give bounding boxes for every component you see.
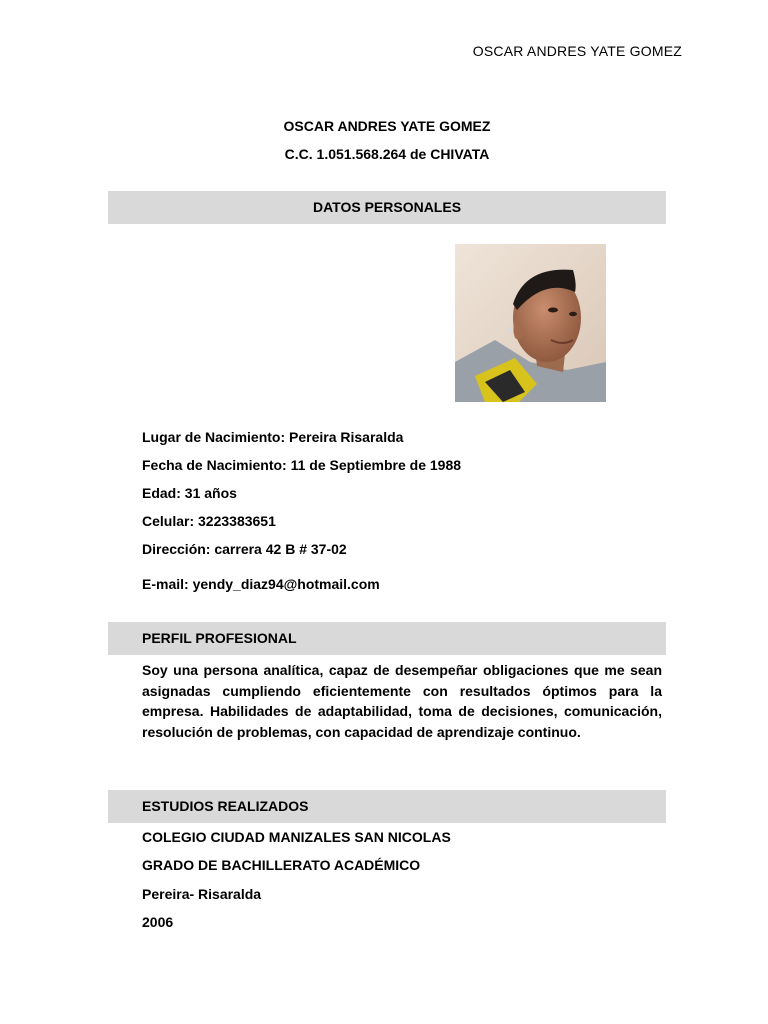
- field-phone: Celular: 3223383651: [142, 513, 276, 529]
- section-heading-personal-data: DATOS PERSONALES: [108, 191, 666, 224]
- profile-paragraph: Soy una persona analítica, capaz de desempeñar obligaciones que me sean asignadas cumpliendo eficientemente con resultados óptimos para la empresa. Habilidades de adaptabilidad, toma de decisiones, comunicación, resolución de problemas, con capacidad de aprendizaje continuo.: [142, 662, 662, 740]
- field-email: E-mail: yendy_diaz94@hotmail.com: [142, 576, 380, 592]
- study-location: Pereira- Risaralda: [142, 886, 262, 902]
- section-heading-studies: ESTUDIOS REALIZADOS: [108, 790, 666, 823]
- field-address: Dirección: carrera 42 B # 37-02: [142, 541, 347, 557]
- study-year: 2006: [142, 914, 174, 930]
- document-id-line: C.C. 1.051.568.264 de CHIVATA: [284, 146, 490, 162]
- section-heading-profile: PERFIL PROFESIONAL: [108, 622, 666, 655]
- field-birthplace: Lugar de Nacimiento: Pereira Risaralda: [142, 429, 404, 445]
- field-age: Edad: 31 años: [142, 485, 237, 501]
- running-header-name: OSCAR ANDRES YATE GOMEZ: [472, 43, 682, 59]
- document-title-name: OSCAR ANDRES YATE GOMEZ: [283, 118, 491, 134]
- study-degree: GRADO DE BACHILLERATO ACADÉMICO: [142, 857, 421, 873]
- field-birthdate: Fecha de Nacimiento: 11 de Septiembre de 1988: [142, 457, 462, 473]
- profile-photo: [455, 244, 606, 402]
- study-school: COLEGIO CIUDAD MANIZALES SAN NICOLAS: [142, 829, 451, 845]
